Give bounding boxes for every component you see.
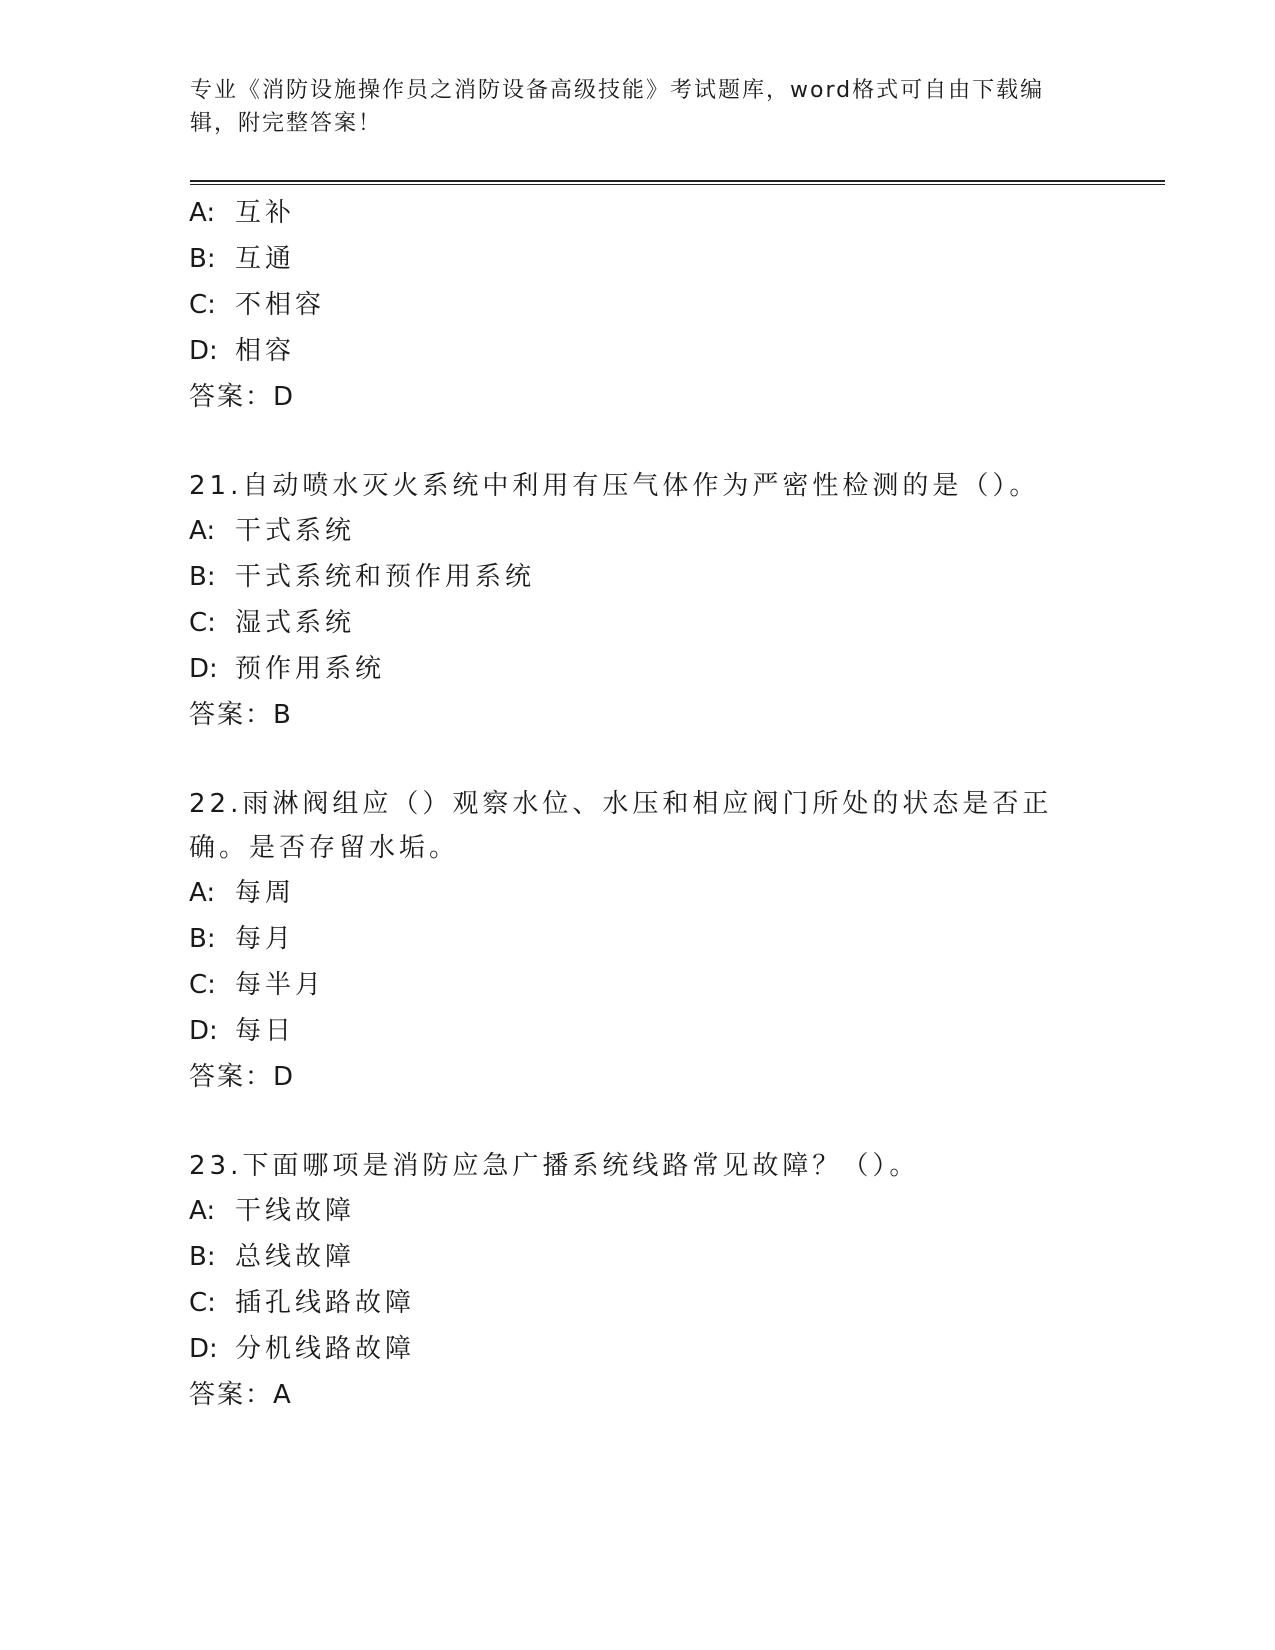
option-text: 总线故障 [235,1242,356,1272]
option-text: 每日 [235,1016,296,1046]
option-row [189,962,1169,1008]
option-text: 不相容 [235,290,326,320]
question-stem: 21.自动喷水灭火系统中利用有压气体作为严密性检测的是（）。 [189,471,1040,501]
option-key: B: [189,244,216,274]
document-header: 专业《消防设施操作员之消防设备高级技能》考试题库，word格式可自由下载编辑，附完整答案！ [190,78,1045,136]
option-key: C: [189,290,216,320]
option-row [189,1008,1169,1054]
option-key: C: [189,970,216,1000]
option-key: C: [189,608,216,638]
option-row [189,1234,1169,1280]
previous-question-tail [189,190,1169,420]
option-row [189,508,1169,554]
option-text: 互补 [235,198,296,228]
option-text: 每半月 [235,970,326,1000]
header-divider-thick [190,180,1165,182]
question-22 [189,782,1169,1100]
answer-line: 答案：B [189,700,293,730]
option-key: D: [189,1334,218,1364]
option-row [189,870,1169,916]
option-key: C: [189,1288,216,1318]
answer-line: 答案：D [189,382,296,412]
option-row [189,282,1169,328]
option-key: A: [189,878,216,908]
option-row [189,600,1169,646]
option-key: B: [189,562,216,592]
option-key: D: [189,336,218,366]
option-text: 互通 [235,244,296,274]
option-row [189,646,1169,692]
option-text: 每周 [235,878,296,908]
header-divider-thin [190,184,1165,185]
question-list [189,190,1169,1418]
answer-line: 答案：A [189,1380,293,1410]
option-text: 每月 [235,924,296,954]
option-text: 插孔线路故障 [235,1288,416,1318]
option-text: 相容 [235,336,296,366]
answer-line: 答案：D [189,1062,296,1092]
option-key: D: [189,1016,218,1046]
option-key: B: [189,1242,216,1272]
question-21 [189,464,1169,738]
option-key: A: [189,516,216,546]
option-text: 干式系统和预作用系统 [235,562,536,592]
option-row [189,554,1169,600]
option-text: 湿式系统 [235,608,356,638]
option-text: 干线故障 [235,1196,356,1226]
option-row [189,190,1169,236]
option-row [189,1280,1169,1326]
question-23 [189,1144,1169,1418]
option-key: B: [189,924,216,954]
option-row [189,236,1169,282]
option-row [189,1188,1169,1234]
option-text: 预作用系统 [235,654,386,684]
option-key: D: [189,654,218,684]
option-key: A: [189,198,216,228]
option-row [189,916,1169,962]
question-stem: 23.下面哪项是消防应急广播系统线路常见故障？（）。 [189,1151,920,1181]
option-text: 干式系统 [235,516,356,546]
question-stem: 22.雨淋阀组应（）观察水位、水压和相应阀门所处的状态是否正确。是否存留水垢。 [189,789,1053,863]
option-row [189,1326,1169,1372]
option-key: A: [189,1196,216,1226]
option-row [189,328,1169,374]
option-text: 分机线路故障 [235,1334,416,1364]
